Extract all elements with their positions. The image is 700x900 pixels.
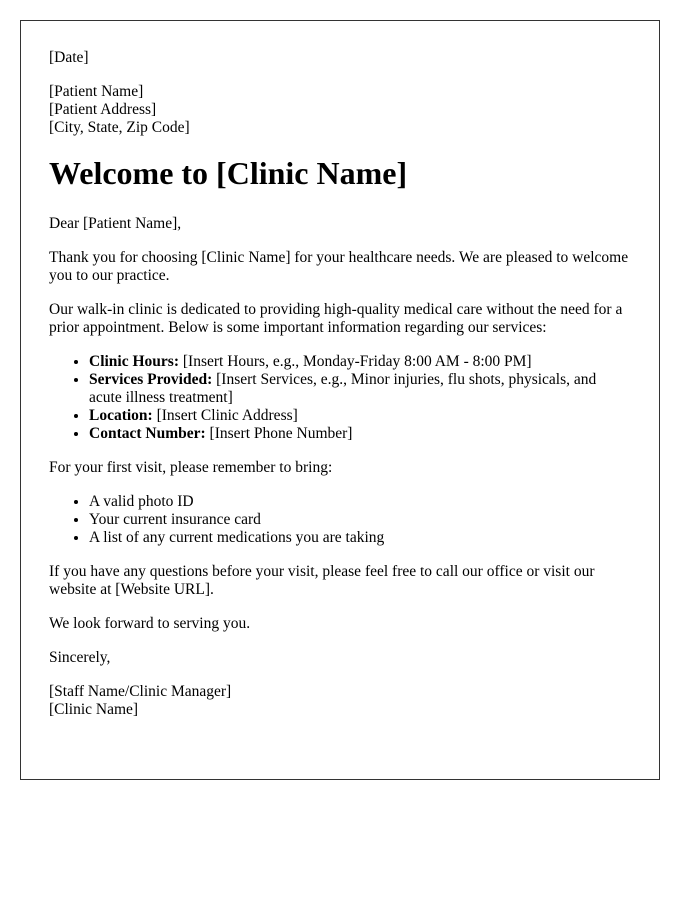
recipient-address-block xyxy=(49,83,631,137)
salutation: Dear [Patient Name], xyxy=(49,215,182,232)
recipient-city-state-zip: [City, State, Zip Code] xyxy=(49,119,190,136)
clinic-info-paragraph: Our walk-in clinic is dedicated to providing high-quality medical care without the need for a prior appointment. Below is some important information regarding our services: xyxy=(49,301,623,336)
service-label: Location: xyxy=(89,407,153,424)
bring-item: • A valid photo ID xyxy=(89,493,631,511)
bring-item: • Your current insurance card xyxy=(89,511,631,529)
intro-paragraph: Thank you for choosing [Clinic Name] for your healthcare needs. We are pleased to welcome you to our practice. xyxy=(49,249,629,284)
signature-name: [Staff Name/Clinic Manager] xyxy=(49,683,232,700)
letter-date: [Date] xyxy=(49,49,89,66)
signature-clinic: [Clinic Name] xyxy=(49,701,139,718)
closing-line: We look forward to serving you. xyxy=(49,615,251,632)
recipient-name: [Patient Name] xyxy=(49,83,144,100)
service-value: [Insert Services, e.g., Minor injuries, flu shots, physicals, and acute illness treatment] xyxy=(89,371,597,406)
service-value: [Insert Clinic Address] xyxy=(152,407,298,424)
recipient-address: [Patient Address] xyxy=(49,101,157,118)
letter-title: Welcome to [Clinic Name] xyxy=(49,155,408,191)
services-list xyxy=(49,353,631,443)
service-label: Services Provided: xyxy=(89,371,213,388)
service-value: [Insert Hours, e.g., Monday-Friday 8:00 AM - 8:00 PM] xyxy=(179,353,532,370)
service-label: Contact Number: xyxy=(89,425,206,442)
signoff: Sincerely, xyxy=(49,649,111,666)
service-item-location xyxy=(89,407,631,425)
questions-paragraph: If you have any questions before your visit, please feel free to call our office or visit our website at [Website URL]. xyxy=(49,563,595,598)
service-item-hours xyxy=(89,353,631,371)
bring-item: • A list of any current medications you are taking xyxy=(89,529,631,547)
bring-list xyxy=(49,493,631,547)
bring-intro: For your first visit, please remember to bring: xyxy=(49,459,333,476)
service-value: [Insert Phone Number] xyxy=(205,425,353,442)
service-item-services xyxy=(89,371,631,407)
letter xyxy=(20,20,660,780)
signature-block xyxy=(49,683,631,719)
service-item-contact xyxy=(89,425,631,443)
service-label: Clinic Hours: xyxy=(89,353,179,370)
